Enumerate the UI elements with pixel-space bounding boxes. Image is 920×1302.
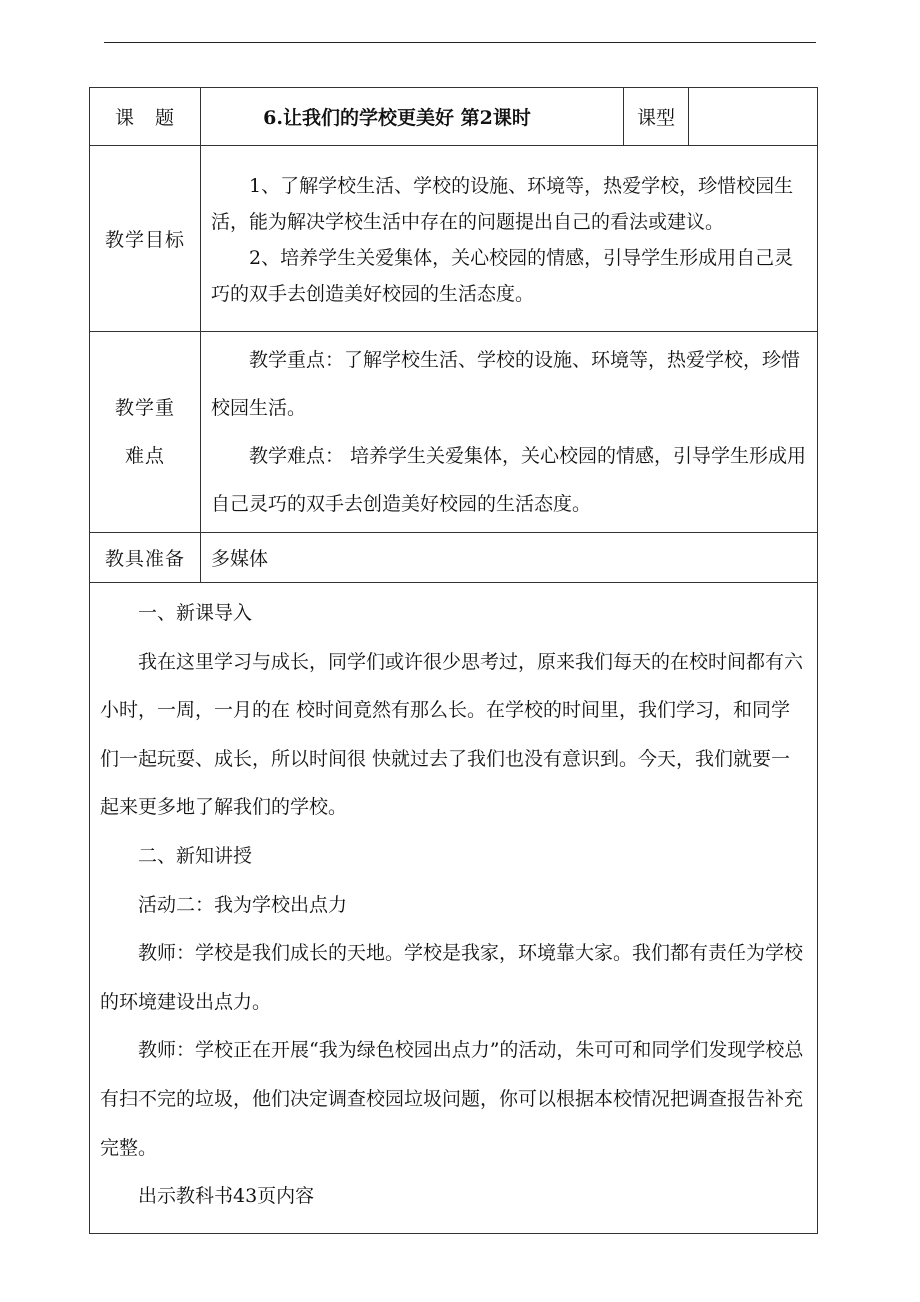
goals-row: [90, 146, 818, 332]
topic-label: 课 题: [90, 88, 201, 146]
process-paragraph: 出示教科书43页内容: [138, 1185, 315, 1208]
header-rule: [104, 42, 816, 43]
tools-value: 多媒体: [201, 533, 818, 583]
tools-label: 教具准备: [90, 533, 201, 583]
goal-item: 2、培养学生关爱集体，关心校园的情感，引导学生形成用自己灵巧的双手去创造美好校园的生活态度。: [211, 247, 794, 305]
tools-row: [90, 533, 818, 583]
key-points-row: [90, 332, 818, 533]
goals-label: 教学目标: [90, 146, 201, 332]
lesson-plan-table: [89, 87, 818, 1234]
topic-row: [90, 88, 818, 146]
goal-item: 1、了解学校生活、学校的设施、环境等，热爱学校，珍惜校园生活，能为解决学校生活中存在的问题提出自己的看法或建议。: [211, 175, 794, 233]
process-paragraph: 教师：学校是我们成长的天地。学校是我家，环境靠大家。我们都有责任为学校的环境建设出点力。: [100, 942, 804, 1013]
lesson-type-label: 课型: [624, 88, 689, 146]
process-heading: 一、新课导入: [138, 602, 253, 624]
process-activity: 活动二：我为学校出点力: [138, 893, 348, 916]
key-points-content: [201, 332, 818, 533]
key-points-label-line1: 教学重: [114, 397, 175, 419]
key-point-item: 教学重点：了解学校生活、学校的设施、环境等，热爱学校，珍惜校园生活。: [211, 349, 801, 419]
process-paragraph: 我在这里学习与成长，同学们或许很少思考过，原来我们每天的在校时间都有六小时，一周，一月的在 校时间竟然有那么长。在学校的时间里，我们学习，和同学们一起玩耍、成长，所以时间很 快就过去了我们也没有意识到。今天，我们就要一起来更多地了解我们的学校。: [100, 650, 804, 819]
process-heading: 二、新知讲授: [138, 844, 253, 867]
lesson-title: 6.让我们的学校更美好 第2课时: [201, 88, 624, 146]
lesson-type-value: [689, 88, 818, 146]
goals-content: [201, 146, 818, 332]
key-point-item: 教学难点： 培养学生关爱集体，关心校园的情感，引导学生形成用自己灵巧的双手去创造美好校园的生活态度。: [211, 445, 807, 515]
process-content: [90, 583, 818, 1234]
key-points-label-line2: 难点: [124, 445, 165, 467]
process-row: [90, 583, 818, 1234]
key-points-label: [90, 332, 201, 533]
process-paragraph: 教师：学校正在开展“我为绿色校园出点力”的活动，朱可可和同学们发现学校总有扫不完的垃圾，他们决定调查校园垃圾问题，你可以根据本校情况把调查报告补充完整。: [100, 1039, 804, 1159]
